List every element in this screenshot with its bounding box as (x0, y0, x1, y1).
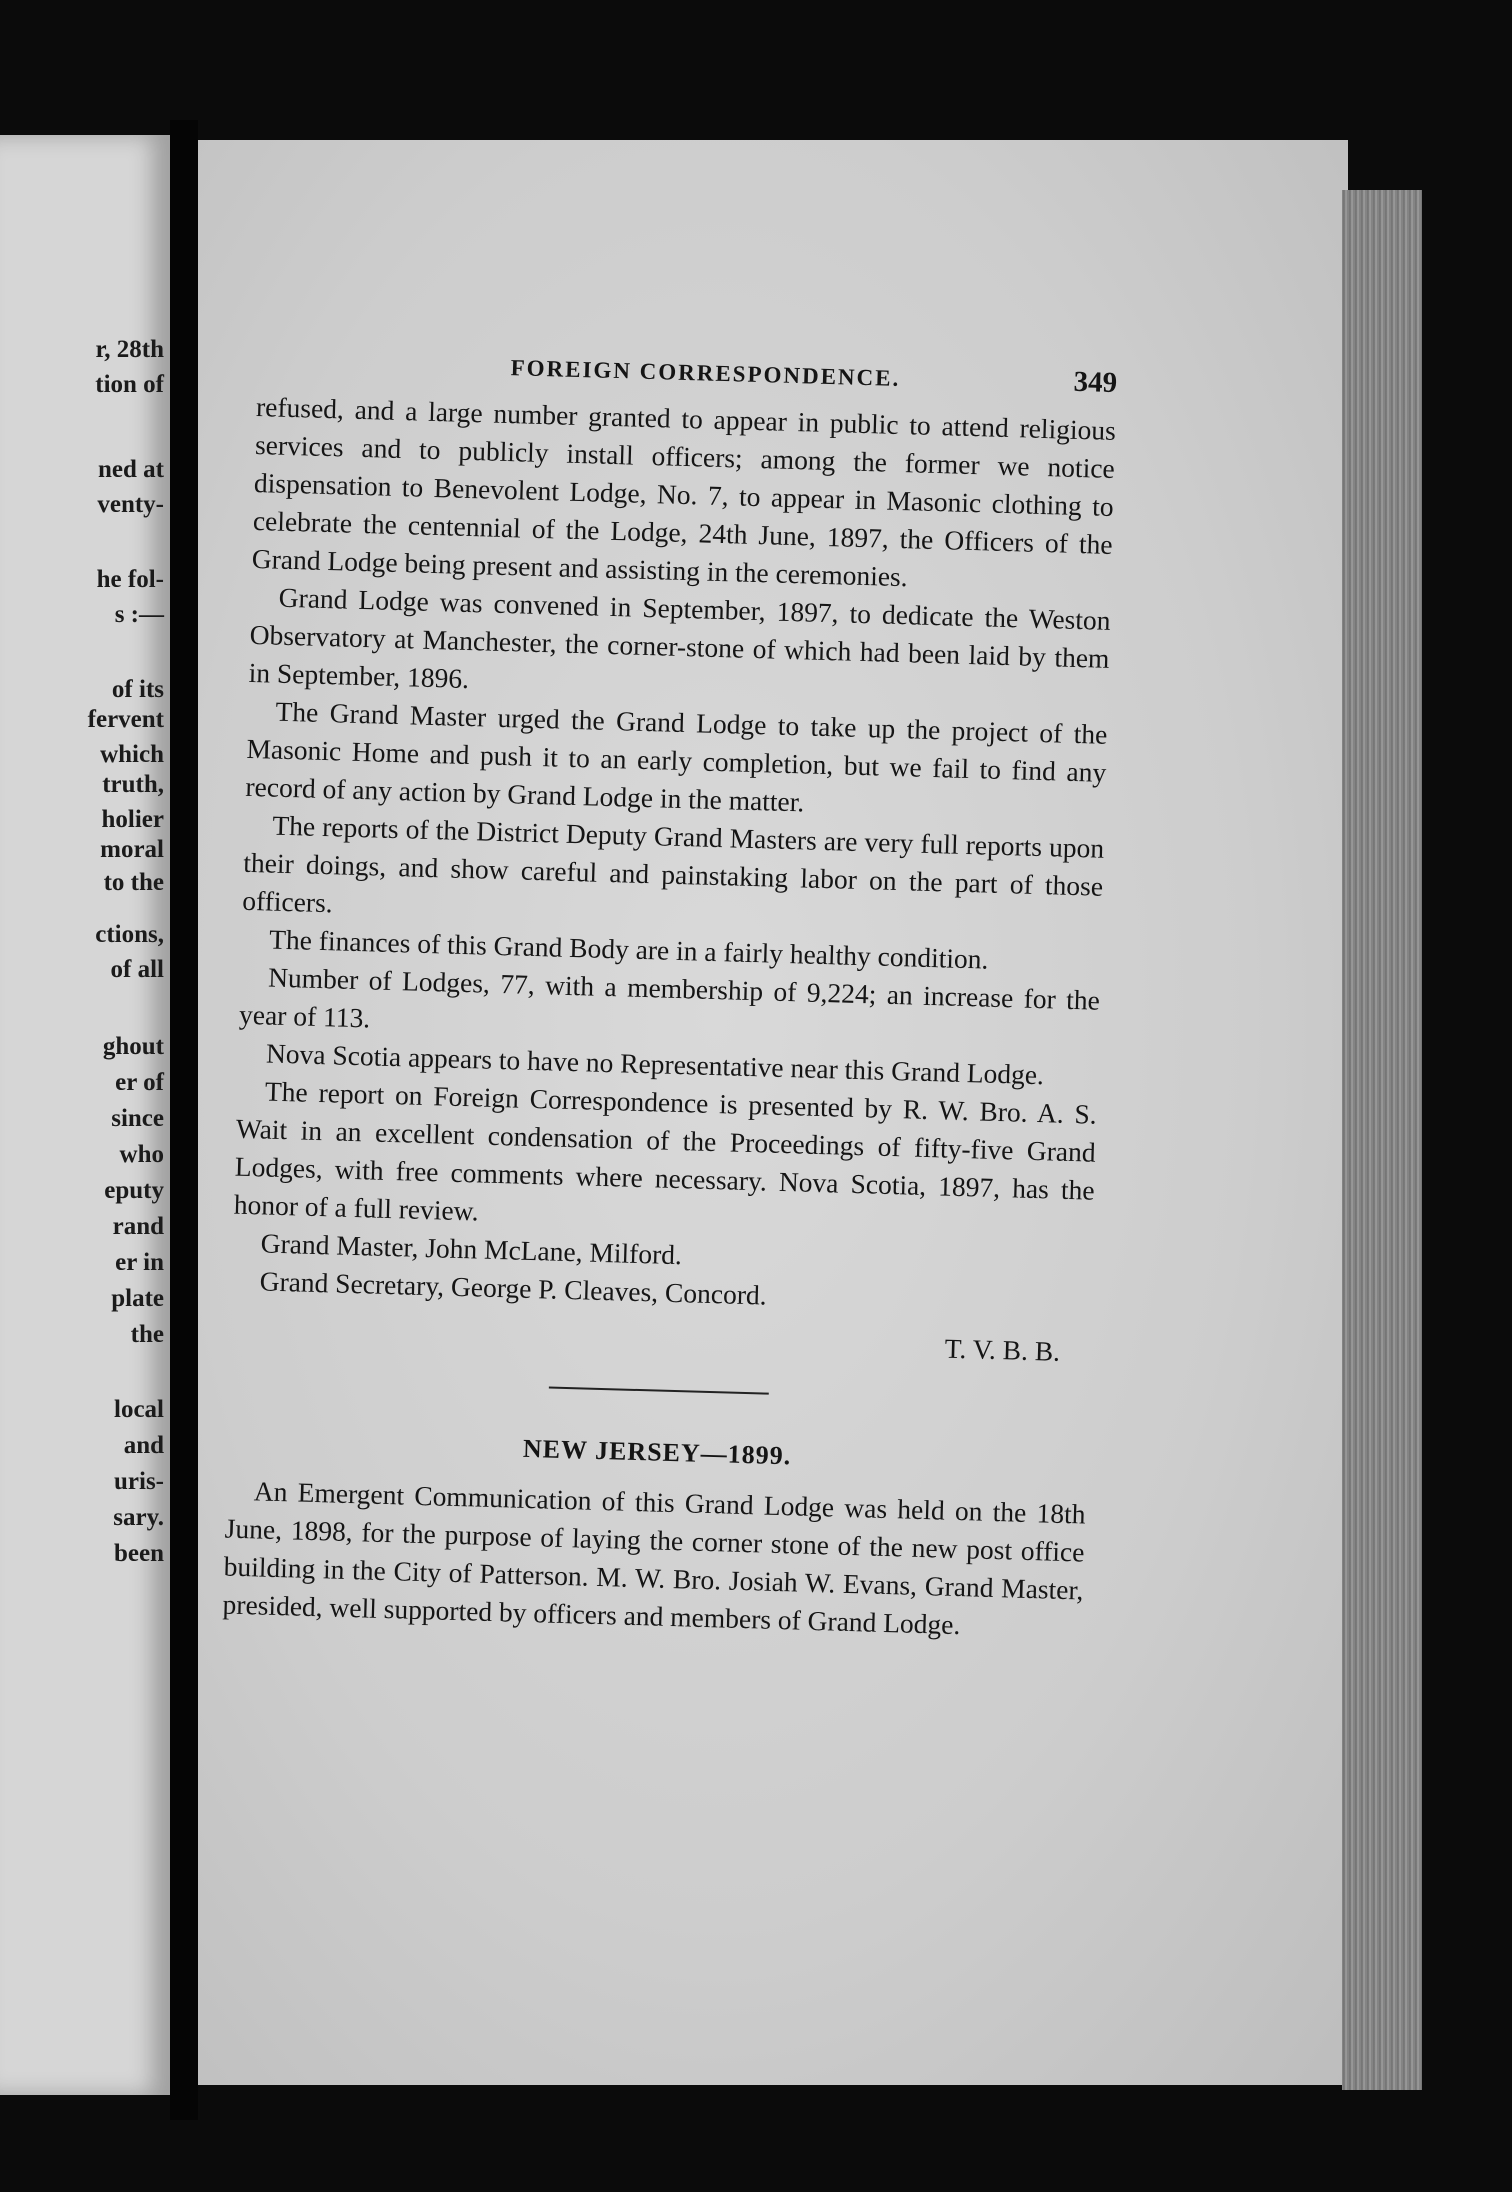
paragraph: Grand Lodge was convened in September, 1897, to dedicate the Weston Observatory at Manchester, the corner-stone of which had been laid by them in September, 1896. (248, 581, 1111, 695)
left-page-fragment: who (119, 1141, 164, 1168)
page-edges (1342, 190, 1422, 2090)
book-gutter (170, 120, 198, 2120)
left-page-fragment: and (123, 1432, 164, 1459)
left-page-fragment: er in (115, 1249, 164, 1276)
left-page-fragment: r, 28th (95, 336, 164, 363)
left-page-fragment: tion of (95, 371, 164, 398)
left-page-fragment: plate (111, 1285, 164, 1312)
paragraph: Nova Scotia appears to have no Representative near this Grand Lodge. (265, 1037, 1045, 1091)
left-page-fragment: been (114, 1540, 164, 1567)
left-page-fragment: eputy (104, 1177, 164, 1204)
left-page-fragment: s :— (114, 601, 164, 628)
section-divider (549, 1387, 769, 1395)
grand-master-line: Grand Master, John McLane, Milford. (260, 1227, 683, 1271)
left-page-fragment: since (111, 1105, 164, 1132)
left-page (0, 135, 170, 2095)
left-page-fragment: which (100, 741, 164, 768)
left-page-fragment: of its (111, 676, 164, 703)
section-paragraph: An Emergent Communication of this Grand Lodge was held on the 18th June, 1898, for the purpose of laying the corner stone of the new post office building in the City of Patterson. M. W. Bro. Josiah W. Evans, Grand Master, presided, well supported by officers and members of Grand Lodge. (222, 1475, 1086, 1641)
paragraph: Number of Lodges, 77, with a membership of 9,224; an increase for the year of 113. (238, 961, 1101, 1034)
running-title: FOREIGN CORRESPONDENCE. (510, 355, 901, 391)
paragraph: The Grand Master urged the Grand Lodge to take up the project of the Masonic Home and push it to an early completion, but we fail to find any record of any action by Grand Lodge in the matter. (245, 695, 1108, 818)
left-page-fragment: fervent (87, 706, 164, 733)
paragraph: The finances of this Grand Body are in a fairly healthy condition. (268, 923, 989, 975)
main-page (198, 140, 1348, 2085)
page-text-block (222, 340, 1118, 1648)
left-page-fragment: ctions, (95, 921, 164, 948)
left-page-fragment: ghout (102, 1033, 164, 1060)
left-page-fragment: holier (101, 806, 164, 833)
left-page-fragment: rand (112, 1213, 164, 1240)
signature: T. V. B. B. (944, 1332, 1061, 1367)
left-page-fragment: sary. (113, 1504, 164, 1531)
left-page-fragment: local (114, 1396, 164, 1423)
paragraph: refused, and a large number granted to appear in public to attend religious services and to publicly install officers; among the former we notice dispensation to Benevolent Lodge, No. 7, to appear in Masonic clothing to celebrate the centennial of the Lodge, 24th June, 1897, the Officers of the Grand Lodge being present and assisting in the ceremonies. (251, 390, 1117, 593)
section-heading: NEW JERSEY—1899. (522, 1433, 792, 1471)
left-page-fragment: uris- (114, 1468, 164, 1495)
left-page-fragment: the (130, 1321, 164, 1348)
left-page-fragment: er of (115, 1069, 164, 1096)
left-page-fragment: ned at (98, 456, 164, 483)
left-page-fragment: he fol- (96, 566, 164, 593)
paragraph: The reports of the District Deputy Grand Masters are very full reports upon their doings, and show careful and painstaking labor on the part of those officers. (241, 809, 1105, 919)
left-page-fragment: truth, (102, 771, 164, 798)
left-page-fragment: to the (103, 869, 164, 896)
page-number: 349 (1073, 365, 1118, 399)
left-page-fragment: of all (110, 956, 164, 983)
left-page-fragment: moral (100, 836, 164, 863)
grand-secretary-line: Grand Secretary, George P. Cleaves, Concord. (259, 1265, 768, 1311)
left-page-fragment: venty- (97, 491, 164, 518)
paragraph: The report on Foreign Correspondence is presented by R. W. Bro. A. S. Wait in an excellent condensation of the Proceedings of fifty-five Grand Lodges, with free comments where necessary. Nova Scotia, 1897, has the honor of a full review. (233, 1075, 1098, 1227)
